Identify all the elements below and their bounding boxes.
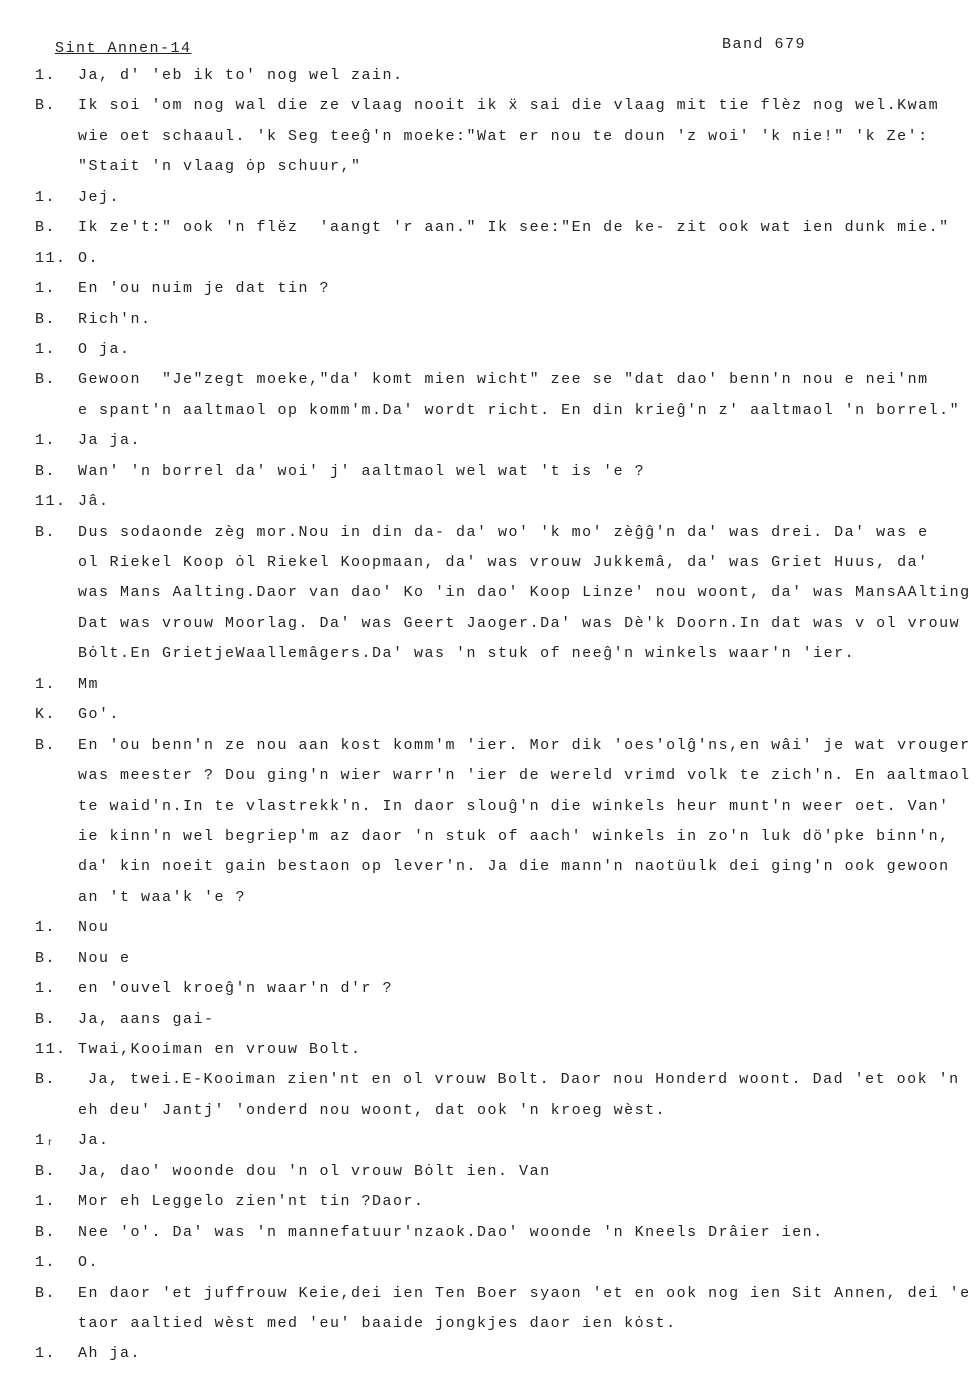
transcript-line [35, 1126, 979, 1156]
speaker-label: 11. [35, 1041, 67, 1058]
utterance-text: Ja, d' 'eb ik to' nog wel zain. [78, 67, 404, 84]
utterance-text: "Stait 'n vlaag ȯp schuur," [78, 158, 362, 176]
transcript-line [35, 335, 979, 365]
speaker-label: 1. [35, 432, 57, 450]
utterance-text: Nou e [78, 949, 131, 967]
transcript-line [35, 152, 979, 182]
transcript-line [35, 426, 979, 456]
utterance-text: da' kin noeit gain bestaon op lever'n. Ja die mann'n naotüulk dei ging'n ook gewoon [78, 858, 950, 876]
transcript-line [35, 852, 979, 882]
utterance-text: was meester ? Dou ging'n wier warr'n 'ier de wereld vrimd volk te zich'n. En aaltmaol [78, 767, 971, 785]
transcript-line [35, 1065, 979, 1095]
speaker-label: 1. [35, 188, 57, 206]
transcript-line [35, 244, 979, 274]
transcript-line [35, 274, 979, 304]
speaker-label: 11. [35, 249, 67, 267]
transcript [35, 61, 979, 1370]
transcript-line [35, 396, 979, 426]
utterance-text: O. [78, 1254, 100, 1272]
utterance-text: Mm [78, 675, 100, 693]
speaker-label: 1. [35, 919, 57, 937]
transcript-line [35, 944, 979, 974]
utterance-text: Ja, aans gai- [78, 1010, 215, 1028]
transcript-line [35, 91, 979, 121]
utterance-text: Mor eh Leggelo zien'nt tin ?Daor. [78, 1193, 425, 1211]
speaker-label: 1. [35, 1193, 57, 1211]
utterance-text: Nou [78, 919, 110, 937]
speaker-label: B. [35, 523, 57, 541]
band-number: Band 679 [722, 36, 807, 53]
utterance-text: Nee 'o'. Da' was 'n mannefatuur'nzaok.Dao' woonde 'n Kneels Drâier ien. [78, 1223, 824, 1241]
speaker-label: B. [35, 1223, 57, 1241]
utterance-text: O ja. [78, 340, 131, 358]
speaker-label: 1. [35, 675, 57, 693]
transcript-line [35, 548, 979, 578]
transcript-line [35, 700, 979, 730]
transcript-line [35, 1187, 979, 1217]
speaker-label: B. [35, 310, 57, 328]
speaker-label: 11. [35, 493, 67, 511]
utterance-text: Ik ze't:" ook 'n flĕz 'aangt 'r aan." Ik see:"En de ke- zit ook wat ien dunk mie." [78, 219, 950, 237]
speaker-label: B. [35, 219, 57, 237]
speaker-label: 1ᵣ [35, 1132, 57, 1150]
transcript-line [35, 639, 979, 669]
utterance-text: Ah ja. [78, 1345, 142, 1363]
transcript-line [35, 609, 979, 639]
utterance-text: Rich'n. [78, 310, 152, 328]
utterance-text: Jâ. [78, 493, 110, 511]
transcript-line [35, 61, 979, 91]
speaker-label: 1. [35, 980, 57, 998]
utterance-text: Ja. [78, 1132, 110, 1150]
transcript-line [35, 1157, 979, 1187]
utterance-text: taor aaltied wèst med 'eu' baaide jongkjes daor ien kȯst. [78, 1314, 677, 1332]
utterance-text: wie oet schaaul. 'k Seg teeĝ'n moeke:"Wat er nou te doun 'z woi' 'k nie!" 'k Ze': [78, 127, 929, 145]
transcript-line [35, 518, 979, 548]
utterance-text: O. [78, 249, 100, 267]
transcript-line [35, 183, 979, 213]
transcript-line [35, 457, 979, 487]
transcript-line [35, 1339, 979, 1369]
utterance-text: Gewoon "Je"zegt moeke,"da' komt mien wicht" zee se "dat dao' benn'n nou e nei'nm [78, 371, 929, 389]
speaker-label: B. [35, 1284, 57, 1302]
utterance-text: te waid'n.In te vlastrekk'n. In daor slouĝ'n die winkels heur munt'n weer oet. Van' [78, 797, 950, 815]
transcript-line [35, 731, 979, 761]
transcript-line [35, 1248, 979, 1278]
transcript-line [35, 1218, 979, 1248]
speaker-label: B. [35, 736, 57, 754]
transcript-line [35, 822, 979, 852]
transcript-line [35, 365, 979, 395]
utterance-text: Ja, dao' woonde dou 'n ol vrouw Bȯlt ien. Van [78, 1162, 551, 1180]
transcript-line [35, 670, 979, 700]
transcript-line [35, 213, 979, 243]
speaker-label: B. [35, 371, 57, 389]
page-title: Sint Annen-14 [55, 40, 192, 57]
page-header [0, 33, 979, 61]
utterance-text: Dat was vrouw Moorlag. Da' was Geert Jaoger.Da' was Dè'k Doorn.In dat was v ol vrouw [78, 614, 961, 632]
speaker-label: B. [35, 949, 57, 967]
utterance-text: ol Riekel Koop ȯl Riekel Koopmaan, da' was vrouw Jukkemâ, da' was Griet Huus, da' [78, 554, 929, 571]
transcript-line [35, 305, 979, 335]
speaker-label: B. [35, 1071, 57, 1089]
utterance-text: Bȯlt.En GrietjeWaallemâgers.Da' was 'n stuk of neeĝ'n winkels waar'n 'ier. [78, 645, 856, 663]
utterance-text: En 'ou benn'n ze nou aan kost komm'm 'ier. Mor dik 'oes'olĝ'ns,en wâi' je wat vrouger [78, 736, 971, 754]
transcript-line [35, 1279, 979, 1309]
utterance-text: eh deu' Jantj' 'onderd nou woont, dat ook 'n kroeg wèst. [78, 1101, 667, 1119]
speaker-label: 1. [35, 67, 57, 84]
utterance-text: en 'ouvel kroeĝ'n waar'n d'r ? [78, 980, 394, 998]
utterance-text: Jej. [78, 188, 121, 206]
utterance-text: Ik soi 'om nog wal die ze vlaag nooit ik ẍ sai die vlaag mit tie flèz nog wel.Kwam [78, 97, 940, 115]
utterance-text: Dus sodaonde zèg mor.Nou in din da- da' wo' 'k mo' zèĝĝ'n da' was drei. Da' was e [78, 523, 929, 541]
transcript-line [35, 883, 979, 913]
speaker-label: 1. [35, 1254, 57, 1272]
transcript-line [35, 792, 979, 822]
utterance-text: Go'. [78, 706, 121, 724]
transcript-line [35, 761, 979, 791]
utterance-text: En daor 'et juffrouw Keie,dei ien Ten Boer syaon 'et en ook nog ien Sit Annen, dei 'e [78, 1284, 971, 1302]
utterance-text: e spant'n aaltmaol op komm'm.Da' wordt richt. En din krieĝ'n z' aaltmaol 'n borrel." [78, 401, 961, 419]
transcript-line [35, 1096, 979, 1126]
utterance-text: En 'ou nuim je dat tin ? [78, 280, 331, 298]
transcript-line [35, 487, 979, 517]
utterance-text: ie kinn'n wel begriep'm az daor 'n stuk of aach' winkels in zo'n luk dö'pke binn'n, [78, 827, 950, 845]
speaker-label: B. [35, 97, 57, 115]
transcript-line [35, 1309, 979, 1339]
speaker-label: 1. [35, 1345, 57, 1363]
speaker-label: K. [35, 706, 57, 724]
utterance-text: Ja, twei.E-Kooiman zien'nt en ol vrouw Bolt. Daor nou Honderd woont. Dad 'et ook 'n [88, 1071, 960, 1089]
transcript-line [35, 913, 979, 943]
utterance-text: Twai,Kooiman en vrouw Bolt. [78, 1041, 362, 1058]
transcript-line [35, 122, 979, 152]
utterance-text: Wan' 'n borrel da' woi' j' aaltmaol wel wat 't is 'e ? [78, 462, 646, 480]
speaker-label: B. [35, 1162, 57, 1180]
speaker-label: B. [35, 1010, 57, 1028]
transcript-line [35, 1035, 979, 1065]
transcript-line [35, 1005, 979, 1035]
speaker-label: B. [35, 462, 57, 480]
speaker-label: 1. [35, 340, 57, 358]
transcript-line [35, 578, 979, 608]
utterance-text: was Mans Aalting.Daor van dao' Ko 'in dao' Koop Linze' nou woont, da' was MansAAlting [78, 584, 971, 602]
utterance-text: an 't waa'k 'e ? [78, 888, 247, 906]
transcript-line [35, 974, 979, 1004]
speaker-label: 1. [35, 280, 57, 298]
utterance-text: Ja ja. [78, 432, 142, 450]
